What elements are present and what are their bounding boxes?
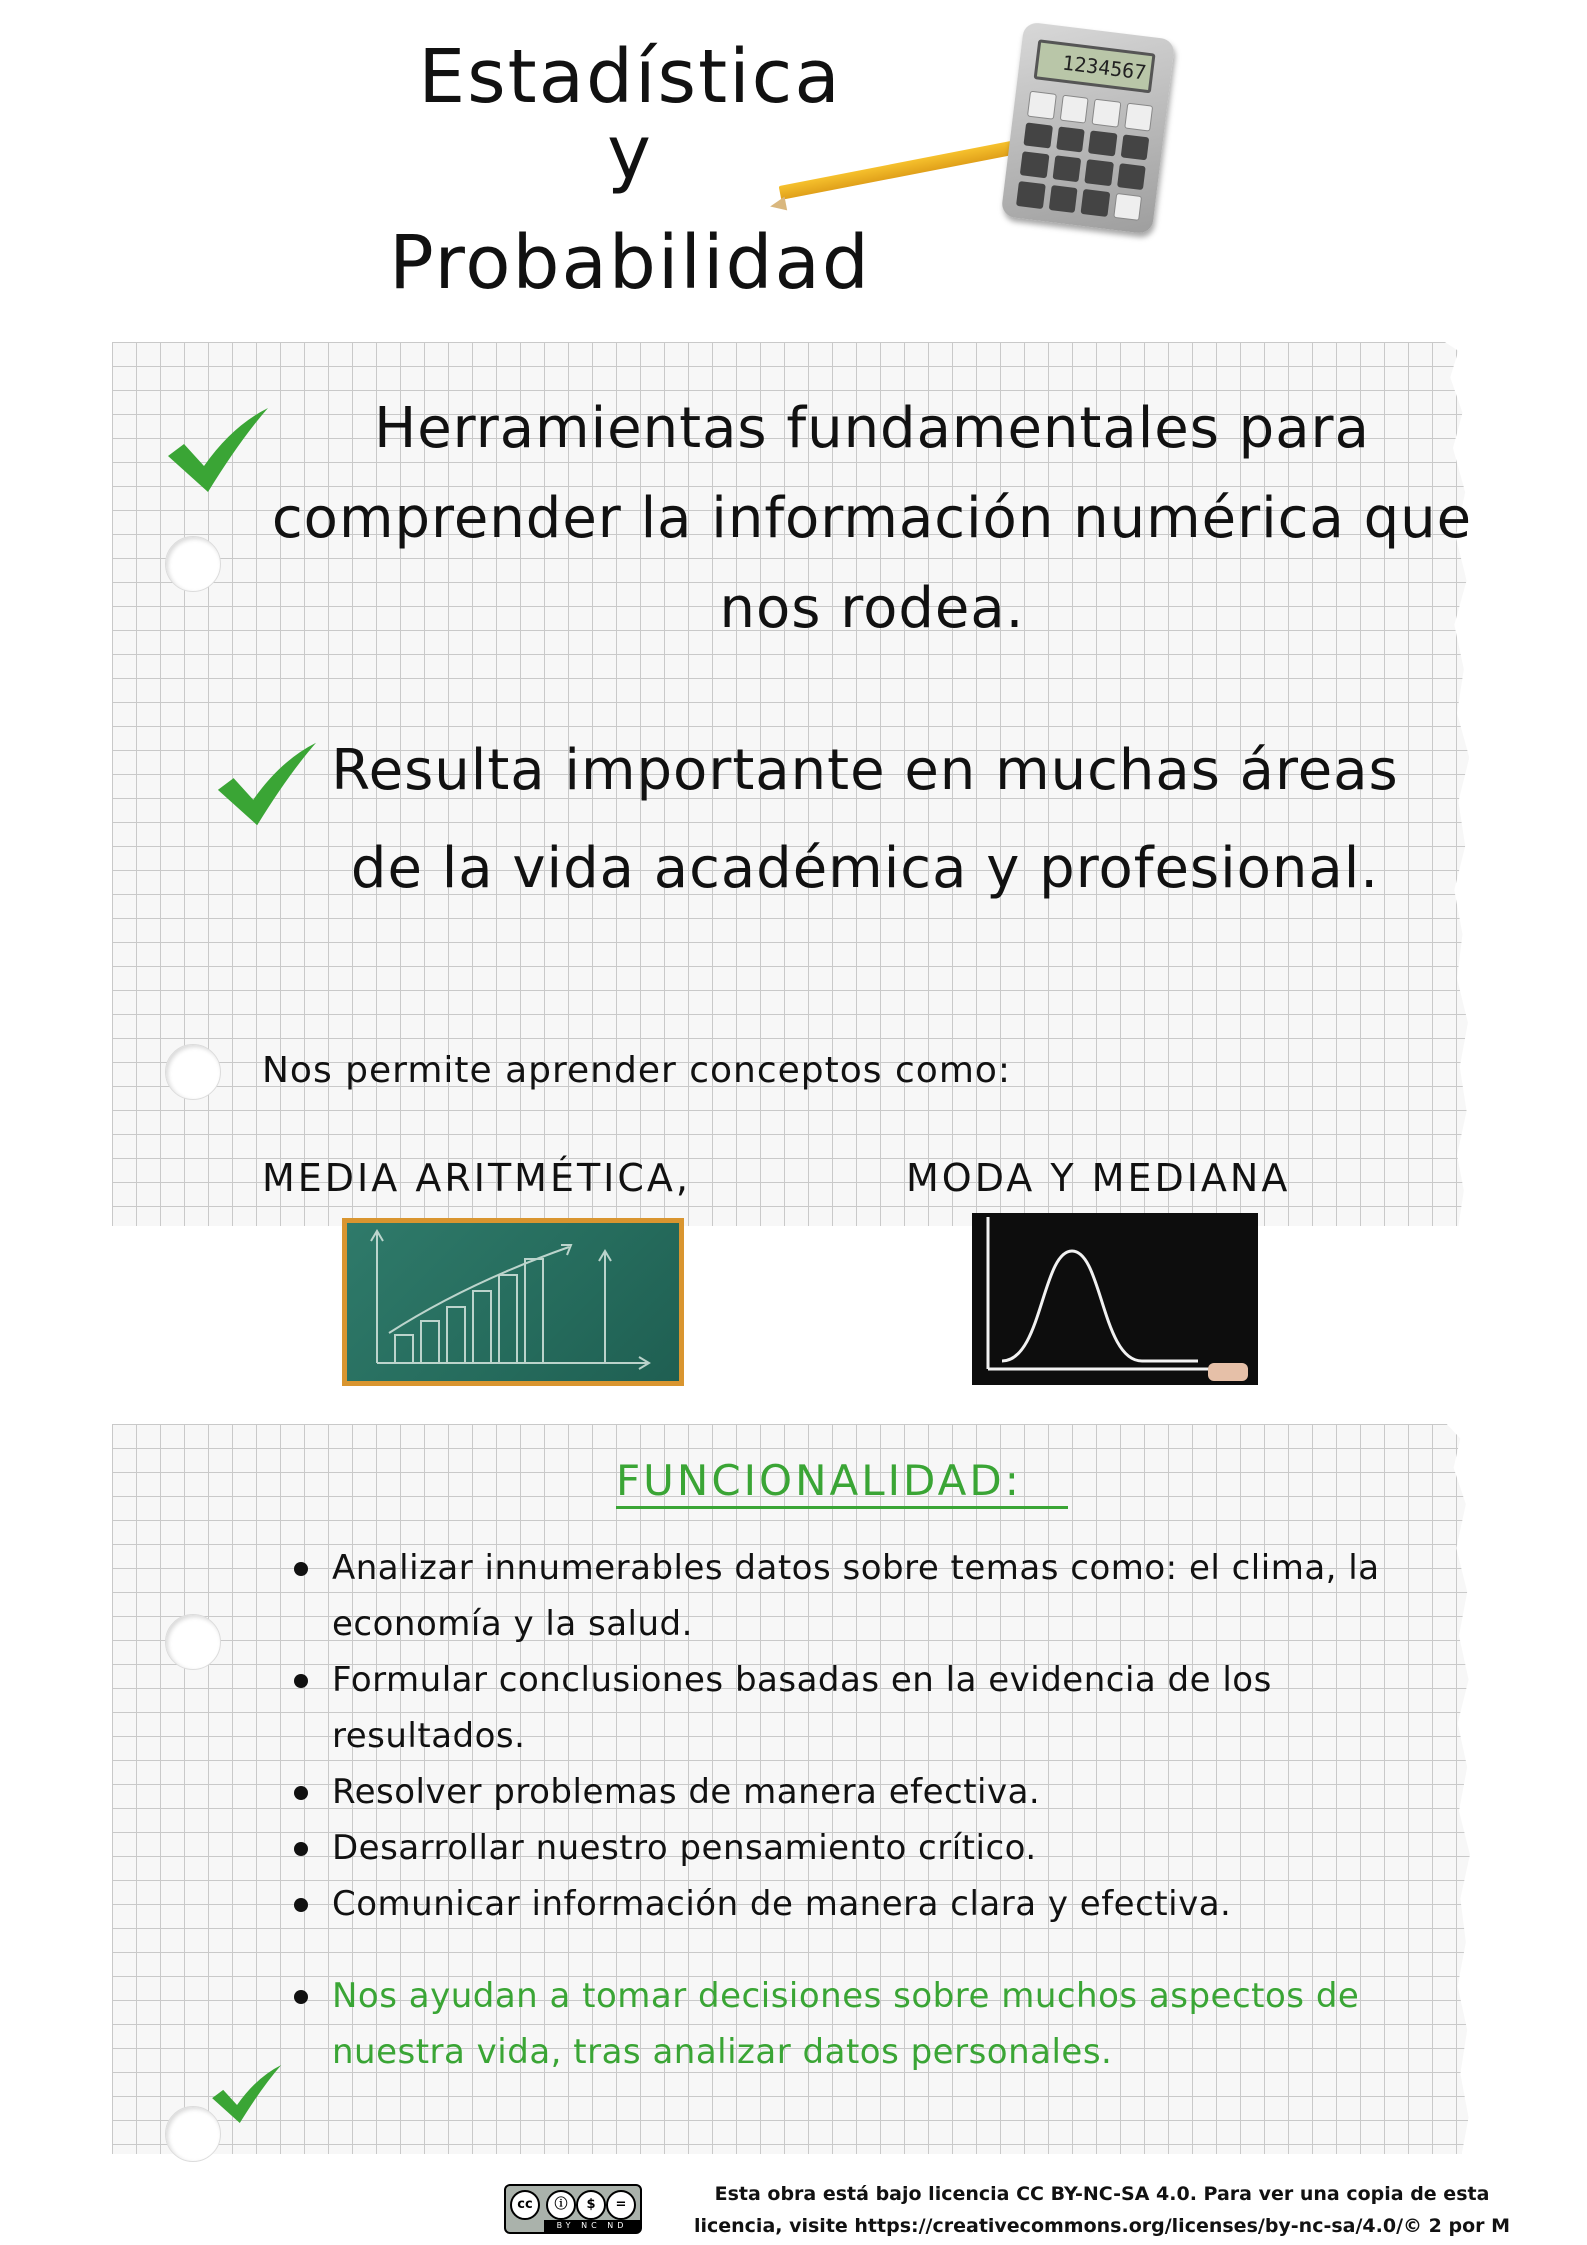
list-item: Comunicar información de manera clara y efectiva. <box>290 1876 1410 1932</box>
list-item: Analizar innumerables datos sobre temas como: el clima, la economía y la salud. <box>290 1540 1410 1652</box>
bar-chart-chalkboard-image <box>342 1218 684 1386</box>
by-circle: ⓘ <box>546 2190 576 2220</box>
statement-importance: Resulta importante en muchas áreas de la vida académica y profesional. <box>331 738 1399 901</box>
bar-chart-drawing <box>347 1223 679 1381</box>
nc-circle: $ <box>576 2190 606 2220</box>
nd-circle: = <box>606 2190 636 2220</box>
cc-strip: BY NC ND <box>544 2220 640 2232</box>
check-icon <box>212 738 320 830</box>
cc-license-icon[interactable] <box>504 2184 642 2234</box>
bell-curve-drawing <box>972 1213 1258 1385</box>
title-line-1: Estadística <box>418 34 842 120</box>
binder-hole <box>165 1044 221 1100</box>
calculator-keys <box>1016 91 1153 221</box>
highlight-list-item: Nos ayudan a tomar decisiones sobre muchos aspectos de nuestra vida, tras analizar datos personales. <box>290 1968 1410 2080</box>
bell-curve-chalkboard-image <box>972 1213 1258 1385</box>
funcionalidad-heading: FUNCIONALIDAD: <box>616 1456 1022 1505</box>
title-line-3: Probabilidad <box>389 220 871 306</box>
list-item: Resolver problemas de manera efectiva. <box>290 1764 1410 1820</box>
cc-circle: cc <box>510 2190 540 2220</box>
check-icon <box>208 2062 284 2126</box>
concepts-intro: Nos permite aprender conceptos como: <box>262 1050 1012 1091</box>
heading-underline <box>616 1506 1068 1509</box>
binder-hole <box>165 536 221 592</box>
calculator-icon <box>1001 21 1176 234</box>
funcionalidad-list <box>290 1540 1410 2080</box>
list-item: Formular conclusiones basadas en la evidencia de los resultados. <box>290 1652 1410 1764</box>
binder-hole <box>165 1614 221 1670</box>
license-text: Esta obra está bajo licencia CC BY-NC-SA 4.0. Para ver una copia de esta licencia, visite https://creativecommons.org/licenses/by-nc-sa/4.0/© 2 por M <box>693 2183 1511 2237</box>
concept-moda-mediana: MODA Y MEDIANA <box>906 1156 1291 1200</box>
calculator-display: 1234567 <box>1034 39 1156 93</box>
list-item: Desarrollar nuestro pensamiento crítico. <box>290 1820 1410 1876</box>
statement-tools: Herramientas fundamentales para comprender la información numérica que nos rodea. <box>271 396 1473 641</box>
title-line-2: y <box>607 110 653 196</box>
check-icon <box>162 404 272 496</box>
concept-media: MEDIA ARITMÉTICA, <box>262 1156 691 1200</box>
pencil-tip <box>769 197 787 214</box>
